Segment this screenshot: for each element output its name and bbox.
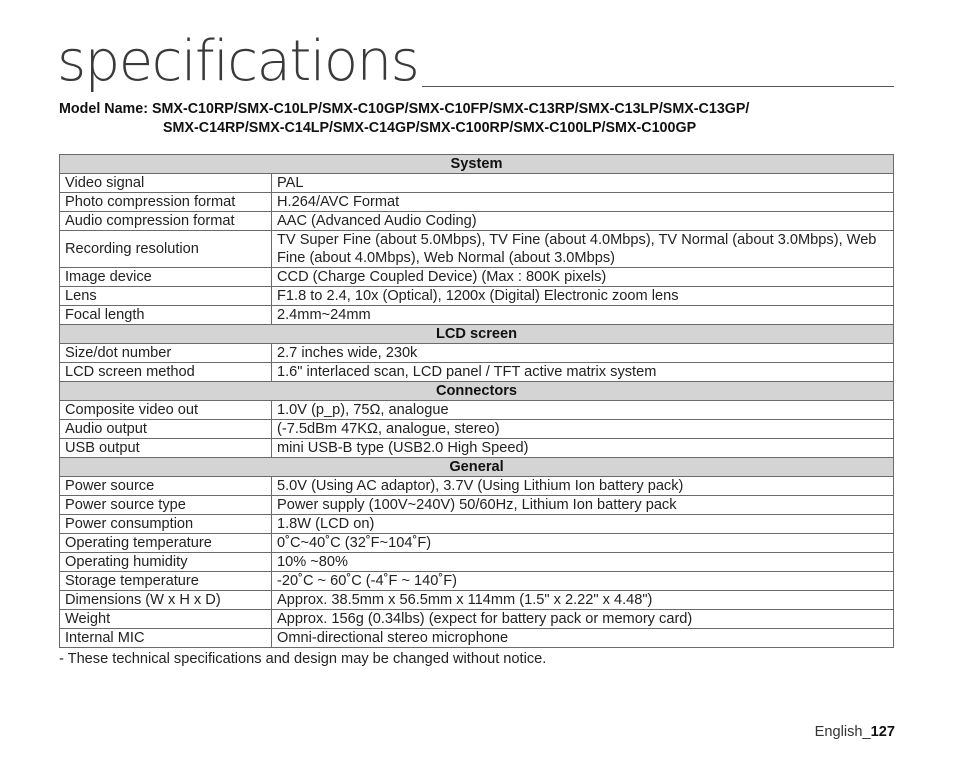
spec-row	[60, 268, 894, 287]
spec-value: CCD (Charge Coupled Device) (Max : 800K pixels)	[272, 268, 894, 287]
spec-row	[60, 363, 894, 382]
spec-row	[60, 174, 894, 193]
spec-value: Approx. 38.5mm x 56.5mm x 114mm (1.5" x 2.22" x 4.48")	[272, 591, 894, 610]
model-name-line-1	[59, 100, 899, 119]
section-title: General	[60, 458, 894, 477]
spec-label: LCD screen method	[60, 363, 272, 382]
section-title: Connectors	[60, 382, 894, 401]
model-name-line-2: SMX-C14RP/SMX-C14LP/SMX-C14GP/SMX-C100RP/SMX-C100LP/SMX-C100GP	[163, 120, 697, 136]
spec-value: 10% ~80%	[272, 553, 894, 572]
spec-row	[60, 344, 894, 363]
spec-value: PAL	[272, 174, 894, 193]
spec-value: 0˚C~40˚C (32˚F~104˚F)	[272, 534, 894, 553]
spec-value: (-7.5dBm 47KΩ, analogue, stereo)	[272, 420, 894, 439]
spec-value: 1.6" interlaced scan, LCD panel / TFT active matrix system	[272, 363, 894, 382]
spec-value: TV Super Fine (about 5.0Mbps), TV Fine (about 4.0Mbps), TV Normal (about 3.0Mbps), Web Fine (about 4.0Mbps), Web Normal (about 3.0Mbps)	[272, 231, 894, 268]
spec-label: Size/dot number	[60, 344, 272, 363]
spec-row	[60, 515, 894, 534]
spec-label: Video signal	[60, 174, 272, 193]
spec-row	[60, 496, 894, 515]
spec-row	[60, 629, 894, 648]
spec-label: Internal MIC	[60, 629, 272, 648]
spec-row	[60, 420, 894, 439]
spec-label: Focal length	[60, 306, 272, 325]
spec-value: 1.0V (p_p), 75Ω, analogue	[272, 401, 894, 420]
spec-row	[60, 534, 894, 553]
spec-row	[60, 231, 894, 268]
spec-value: AAC (Advanced Audio Coding)	[272, 212, 894, 231]
spec-label: Storage temperature	[60, 572, 272, 591]
spec-label: Recording resolution	[60, 231, 272, 268]
section-title: LCD screen	[60, 325, 894, 344]
footnote: - These technical specifications and design may be changed without notice.	[59, 651, 547, 667]
spec-value: F1.8 to 2.4, 10x (Optical), 1200x (Digital) Electronic zoom lens	[272, 287, 894, 306]
spec-value: 2.7 inches wide, 230k	[272, 344, 894, 363]
spec-label: USB output	[60, 439, 272, 458]
spec-label: Weight	[60, 610, 272, 629]
spec-row	[60, 401, 894, 420]
spec-row	[60, 212, 894, 231]
section-header-row	[60, 325, 894, 344]
spec-row	[60, 287, 894, 306]
section-header-row	[60, 458, 894, 477]
section-title: System	[60, 155, 894, 174]
spec-label: Power source type	[60, 496, 272, 515]
spec-value: Omni-directional stereo microphone	[272, 629, 894, 648]
spec-label: Lens	[60, 287, 272, 306]
spec-value: Power supply (100V~240V) 50/60Hz, Lithium Ion battery pack	[272, 496, 894, 515]
model-name-list-1: SMX-C10RP/SMX-C10LP/SMX-C10GP/SMX-C10FP/SMX-C13RP/SMX-C13LP/SMX-C13GP/	[151, 101, 750, 117]
spec-label: Power source	[60, 477, 272, 496]
spec-row	[60, 572, 894, 591]
spec-label: Audio output	[60, 420, 272, 439]
spec-value: mini USB-B type (USB2.0 High Speed)	[272, 439, 894, 458]
model-name-block	[59, 100, 899, 138]
spec-row	[60, 439, 894, 458]
spec-label: Composite video out	[60, 401, 272, 420]
spec-label: Dimensions (W x H x D)	[60, 591, 272, 610]
spec-label: Photo compression format	[60, 193, 272, 212]
spec-row	[60, 553, 894, 572]
spec-label: Operating temperature	[60, 534, 272, 553]
page-title: specifications	[57, 34, 422, 90]
spec-value: Approx. 156g (0.34lbs) (expect for battery pack or memory card)	[272, 610, 894, 629]
spec-label: Power consumption	[60, 515, 272, 534]
spec-value: -20˚C ~ 60˚C (-4˚F ~ 140˚F)	[272, 572, 894, 591]
spec-label: Image device	[60, 268, 272, 287]
spec-label: Operating humidity	[60, 553, 272, 572]
model-name-label: Model Name:	[59, 101, 148, 117]
spec-label: Audio compression format	[60, 212, 272, 231]
spec-row	[60, 610, 894, 629]
page-footer	[815, 724, 895, 740]
spec-row	[60, 477, 894, 496]
spec-row	[60, 306, 894, 325]
section-header-row	[60, 382, 894, 401]
spec-value: 5.0V (Using AC adaptor), 3.7V (Using Lithium Ion battery pack)	[272, 477, 894, 496]
specifications-table-body	[60, 155, 894, 648]
spec-value: H.264/AVC Format	[272, 193, 894, 212]
spec-value: 2.4mm~24mm	[272, 306, 894, 325]
spec-row	[60, 193, 894, 212]
specifications-table	[59, 154, 894, 648]
section-header-row	[60, 155, 894, 174]
spec-value: 1.8W (LCD on)	[272, 515, 894, 534]
page-number: 127	[870, 724, 895, 740]
spec-row	[60, 591, 894, 610]
footer-language: English_	[814, 724, 871, 740]
